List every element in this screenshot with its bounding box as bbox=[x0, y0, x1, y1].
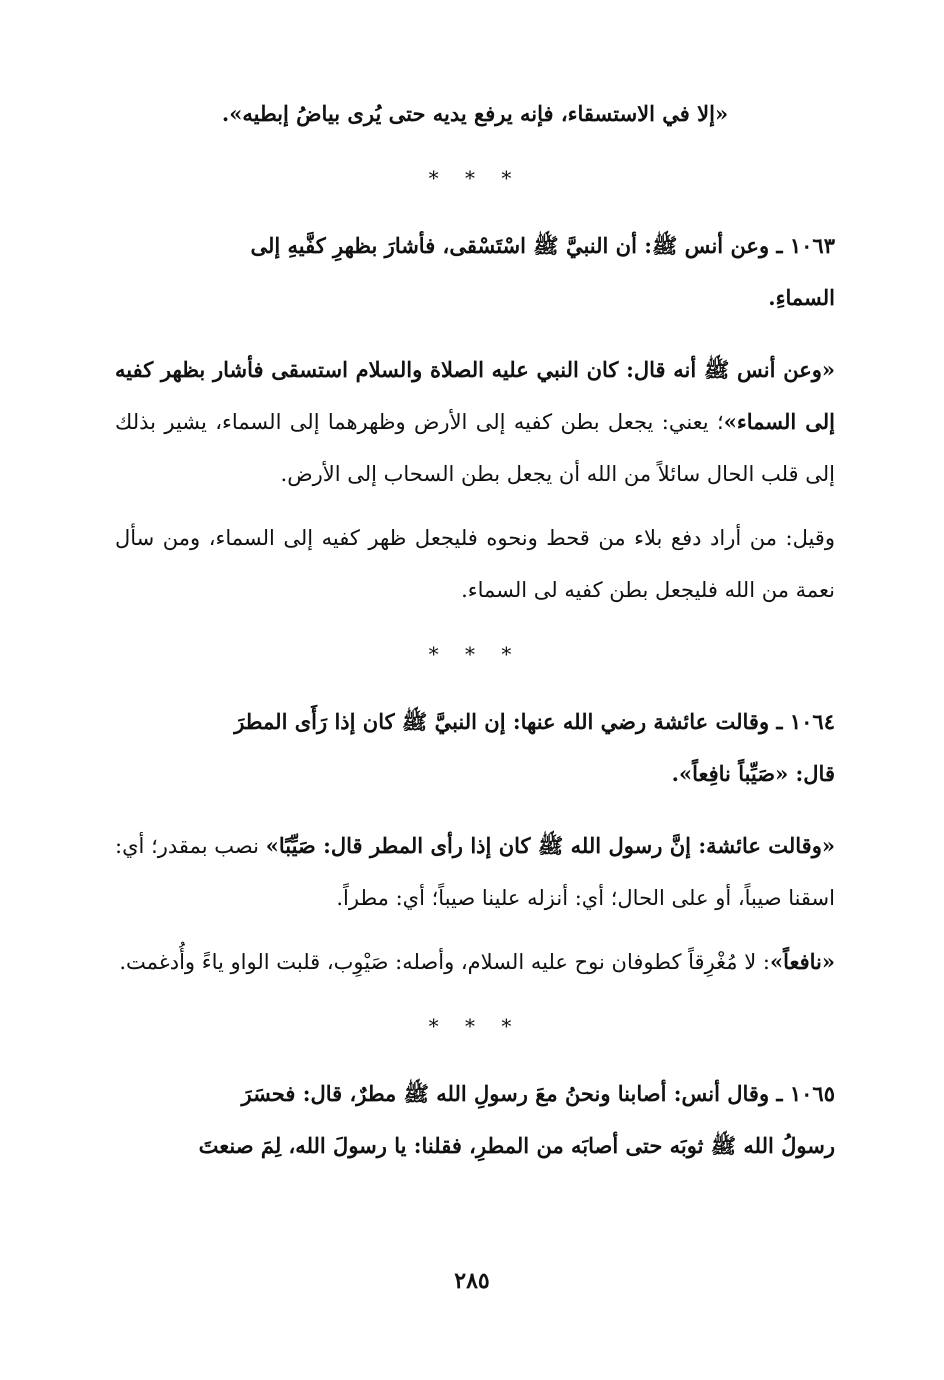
hadith-1063-line-2: السماءِ. bbox=[768, 285, 835, 310]
commentary-1064 bbox=[115, 820, 835, 924]
commentary-1063-note: وقيل: من أراد دفع بلاء من قحط ونحوه فليجعل ظهر كفيه إلى السماء، ومن سأل نعمة من الله فليجعل بطن كفيه لى السماء. bbox=[115, 526, 835, 602]
page-body bbox=[115, 88, 835, 1172]
hadith-1063-line-1: ١٠٦٣ ـ وعن أنس ﷺ: أن النبيَّ ﷺ اسْتَسْقى، فأشارَ بظهرِ كفَّيهِ إلى bbox=[250, 233, 835, 258]
hadith-1064 bbox=[115, 696, 835, 800]
hadith-1065 bbox=[115, 1068, 835, 1172]
commentary-1064-term: «نافعاً» bbox=[769, 949, 835, 974]
commentary-1064-text: نصب بمقدر؛ أي: اسقنا صيباً، أو على الحال؛ أي: أنزله علينا صيباً؛ أي: مطراً. bbox=[115, 834, 835, 910]
hadith-1064-line-2: قال: «صَيِّباً نافِعاً». bbox=[671, 761, 835, 786]
commentary-1064-term-text: : لا مُغْرِقاً كطوفان نوح عليه السلام، وأصله: صَيْوِب، قلبت الواو ياءً وأُدغمت. bbox=[119, 950, 770, 974]
hadith-1063 bbox=[115, 220, 835, 324]
hadith-1065-line-1: ١٠٦٥ ـ وقال أنس: أصابنا ونحنُ معَ رسولِ الله ﷺ مطرٌ، قال: فحسَرَ bbox=[241, 1081, 835, 1106]
commentary-1063-text: ؛ يعني: يجعل بطن كفيه إلى الأرض وظهرهما إلى السماء، يشير بذلك إلى قلب الحال سائلاً من الله أن يجعل بطن السحاب إلى الأرض. bbox=[115, 410, 835, 486]
section-separator: * * * bbox=[428, 166, 522, 190]
commentary-1063 bbox=[115, 344, 835, 500]
section-separator: * * * bbox=[428, 1014, 522, 1038]
section-separator: * * * bbox=[428, 642, 522, 666]
hadith-1065-line-2: رسولُ الله ﷺ ثوبَه حتى أصابَه من المطرِ، فقلنا: يا رسولَ الله، لِمَ صنعتَ bbox=[198, 1133, 835, 1158]
quote-line: «إلا في الاستسقاء، فإنه يرفع يديه حتى يُرى بياضُ إبطيه». bbox=[221, 101, 729, 126]
hadith-1064-line-1: ١٠٦٤ ـ وقالت عائشة رضي الله عنها: إن النبيَّ ﷺ كان إذا رَأَى المطرَ bbox=[234, 709, 835, 734]
commentary-1064-quote: «وقالت عائشة: إنَّ رسول الله ﷺ كان إذا رأى المطر قال: صَيِّبًا» bbox=[265, 833, 835, 858]
page-number: ٢٨٥ bbox=[454, 1268, 490, 1294]
commentary-1064-note bbox=[115, 936, 835, 988]
commentary-1063-quote: «وعن أنس ﷺ أنه قال: كان النبي عليه الصلاة والسلام استسقى فأشار بظهر كفيه إلى السماء» bbox=[115, 357, 835, 434]
